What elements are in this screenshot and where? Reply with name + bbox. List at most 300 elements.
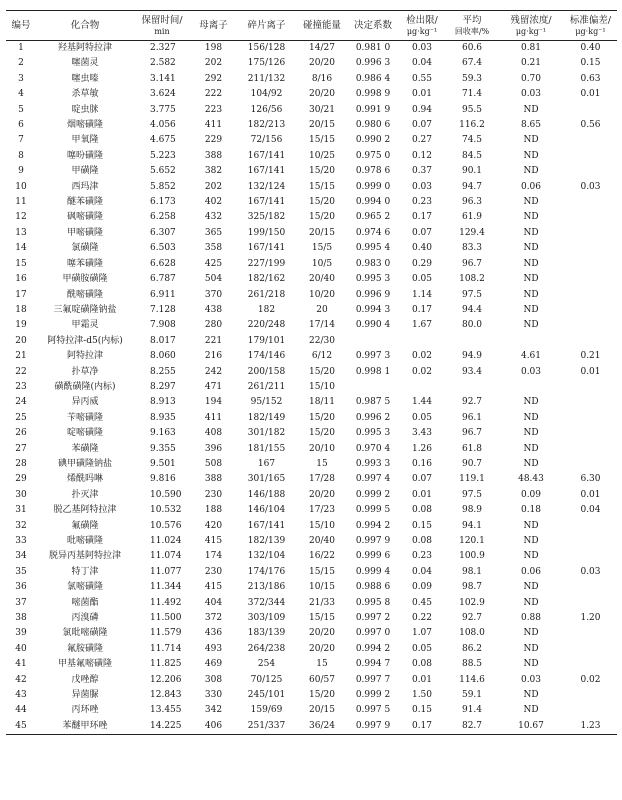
- cell-residue: 8.65: [520, 120, 542, 131]
- cell-compound: 甲磺隆: [71, 166, 99, 177]
- cell-lod: 0.03: [411, 43, 433, 53]
- cell-fragment-ions: 126/56: [250, 104, 283, 115]
- cell-recovery: 129.4: [459, 227, 485, 238]
- cell-precursor-ion: 308: [204, 674, 223, 685]
- table-row: [6, 395, 617, 410]
- col-header-compound: [36, 11, 134, 41]
- cell-fragment-ions: 181/155: [247, 443, 286, 454]
- cell-number: 17: [15, 289, 27, 300]
- cell-precursor-ion: 471: [204, 381, 223, 392]
- cell-lod: 0.45: [411, 597, 433, 608]
- cell-std-dev: [564, 642, 617, 657]
- cell-r-squared: 0.997 9: [348, 719, 398, 735]
- cell-number: 42: [15, 674, 27, 685]
- cell-number: 32: [15, 520, 27, 531]
- cell-fragment-ions: 132/124: [247, 181, 286, 192]
- cell-fragment-ions: 182/139: [247, 536, 286, 546]
- cell-recovery: 80.0: [461, 320, 483, 331]
- cell-residue: ND: [523, 536, 539, 546]
- cell-r-squared: 0.994 2: [355, 520, 391, 531]
- cell-collision-energy: 20/15: [309, 705, 335, 716]
- cell-recovery: 93.4: [461, 366, 483, 377]
- cell-residue: 0.70: [520, 73, 542, 84]
- cell-residue: ND: [523, 597, 539, 608]
- cell-collision-energy: 21/33: [309, 597, 335, 608]
- cell-number: 4: [18, 89, 24, 100]
- cell-lod: 1.67: [411, 320, 433, 331]
- cell-r-squared: 0.974 6: [355, 227, 391, 238]
- cell-lod: 0.08: [411, 659, 433, 670]
- cell-precursor-ion: 174: [204, 551, 223, 562]
- cell-std-dev: [564, 272, 617, 287]
- table-row: [6, 380, 617, 395]
- cell-residue: ND: [523, 551, 539, 562]
- cell-std-dev: [564, 318, 617, 333]
- cell-recovery: 94.9: [461, 351, 483, 362]
- cell-collision-energy: 17/14: [309, 320, 335, 331]
- table-row: [6, 688, 617, 703]
- cell-residue: [498, 380, 564, 395]
- cell-fragment-ions: 303/109: [247, 613, 286, 624]
- cell-collision-energy: 15/15: [309, 613, 335, 624]
- cell-lod: 0.03: [411, 181, 433, 192]
- cell-compound: 烯酰吗啉: [66, 474, 103, 485]
- cell-lod: 1.50: [411, 690, 433, 701]
- cell-residue: ND: [523, 643, 539, 654]
- cell-precursor-ion: 198: [204, 43, 223, 53]
- cell-std-dev: 0.02: [580, 674, 601, 685]
- cell-residue: ND: [523, 428, 539, 439]
- cell-retention-time: 6.173: [150, 197, 176, 208]
- cell-std-dev: [564, 395, 617, 410]
- cell-std-dev: [564, 133, 617, 148]
- cell-lod: 0.07: [411, 227, 433, 238]
- cell-fragment-ions: 72/156: [250, 135, 283, 146]
- cell-precursor-ion: 230: [204, 566, 223, 577]
- cell-r-squared: 0.994 2: [355, 643, 391, 654]
- cell-recovery: 97.5: [461, 289, 483, 300]
- cell-lod: 0.17: [411, 212, 433, 223]
- header-line-1: 平均: [462, 14, 482, 26]
- cell-fragment-ions: 182/213: [247, 120, 286, 131]
- cell-recovery: 82.7: [446, 719, 498, 735]
- cell-lod: 0.04: [411, 58, 433, 69]
- cell-retention-time: 5.852: [150, 181, 176, 192]
- cell-number: 38: [15, 613, 27, 624]
- cell-precursor-ion: 229: [204, 135, 223, 146]
- cell-fragment-ions: 220/248: [247, 320, 286, 331]
- cell-precursor-ion: 202: [204, 58, 223, 69]
- cell-recovery: 98.9: [461, 505, 483, 516]
- cell-compound: 噻菌灵: [71, 58, 99, 69]
- col-header-std-dev: [564, 11, 617, 41]
- cell-fragment-ions: 227/199: [247, 258, 286, 269]
- cell-recovery: 84.5: [461, 150, 483, 161]
- cell-fragment-ions: 211/132: [247, 73, 286, 84]
- cell-fragment-ions: 261/218: [247, 289, 286, 300]
- cell-number: 31: [15, 505, 27, 516]
- cell-lod: 0.15: [411, 520, 433, 531]
- cell-collision-energy: 60/57: [309, 674, 335, 685]
- cell-compound: 甲嘧磺隆: [66, 227, 103, 238]
- cell-r-squared: 0.994 3: [355, 304, 391, 315]
- cell-precursor-ion: 408: [204, 428, 223, 439]
- cell-recovery: 96.1: [461, 412, 483, 423]
- cell-std-dev: [564, 534, 617, 549]
- cell-collision-energy: 10/15: [309, 582, 335, 593]
- cell-retention-time: 7.908: [150, 320, 176, 331]
- table-row: [6, 442, 617, 457]
- table-header-row: [6, 11, 617, 41]
- cell-number: 34: [15, 551, 27, 562]
- cell-retention-time: 11.344: [150, 582, 182, 593]
- cell-compound: 苯醚甲环唑: [36, 719, 134, 735]
- cell-number: 12: [15, 212, 27, 223]
- cell-recovery: 61.9: [461, 212, 483, 223]
- cell-number: 22: [15, 366, 27, 377]
- cell-fragment-ions: 146/188: [247, 489, 286, 500]
- cell-precursor-ion: 223: [204, 104, 223, 115]
- cell-collision-energy: 15/20: [309, 166, 335, 177]
- cell-std-dev: 0.01: [580, 489, 601, 500]
- cell-recovery: 96.3: [461, 197, 483, 208]
- cell-number: 45: [6, 719, 36, 735]
- cell-precursor-ion: 493: [204, 643, 223, 654]
- table-row: [6, 596, 617, 611]
- cell-compound: 噻苯磺隆: [66, 258, 103, 269]
- cell-compound: 扑草净: [71, 366, 99, 377]
- cell-retention-time: 6.911: [150, 289, 176, 300]
- cell-collision-energy: 17/28: [309, 474, 335, 485]
- header-line-1: 编号: [11, 20, 31, 31]
- cell-collision-energy: 20/20: [309, 628, 335, 639]
- cell-std-dev: 0.63: [580, 73, 601, 84]
- cell-precursor-ion: 402: [204, 197, 223, 208]
- table-row: [6, 626, 617, 641]
- cell-retention-time: 11.825: [150, 659, 182, 670]
- cell-collision-energy: 20/10: [309, 443, 335, 454]
- cell-residue: ND: [523, 150, 539, 161]
- cell-number: 19: [15, 320, 27, 331]
- cell-retention-time: 5.223: [150, 150, 176, 161]
- col-header-retention-time: [134, 11, 190, 41]
- table-row: [6, 519, 617, 534]
- cell-number: 21: [15, 351, 27, 362]
- cell-retention-time: 5.652: [150, 166, 176, 177]
- cell-lod: 0.15: [411, 705, 433, 716]
- cell-compound: 烟嘧磺隆: [66, 120, 103, 131]
- cell-recovery: 74.5: [461, 135, 483, 146]
- cell-compound: 醚苯磺隆: [66, 197, 103, 208]
- cell-retention-time: 9.355: [150, 443, 176, 454]
- cell-lod: 0.29: [411, 258, 433, 269]
- table-row: [6, 611, 617, 626]
- cell-residue: ND: [523, 582, 539, 593]
- cell-number: 20: [15, 335, 27, 346]
- cell-fragment-ions: 70/125: [250, 674, 283, 685]
- cell-fragment-ions: 301/182: [247, 428, 286, 439]
- cell-lod: 0.09: [411, 582, 433, 593]
- cell-precursor-ion: 508: [204, 458, 223, 469]
- cell-r-squared: 0.995 3: [355, 428, 391, 439]
- cell-recovery: 120.1: [459, 536, 485, 546]
- cell-compound: 西玛津: [71, 181, 99, 192]
- cell-recovery: 96.7: [461, 428, 483, 439]
- cell-compound: 异菌脲: [71, 690, 99, 701]
- cell-collision-energy: 15/15: [309, 566, 335, 577]
- cell-compound: 吡嘧磺隆: [66, 536, 103, 546]
- cell-precursor-ion: 202: [204, 181, 223, 192]
- cell-compound: 嘧菌酯: [71, 597, 99, 608]
- cell-fragment-ions: 254: [257, 659, 276, 670]
- cell-precursor-ion: 411: [204, 120, 223, 131]
- cell-std-dev: [564, 303, 617, 318]
- cell-std-dev: [564, 442, 617, 457]
- cell-lod: 1.44: [411, 397, 433, 408]
- cell-fragment-ions: 156/128: [247, 43, 286, 53]
- cell-compound: 脱乙基阿特拉津: [53, 505, 117, 516]
- cell-recovery: 97.5: [461, 489, 483, 500]
- cell-number: 14: [15, 243, 27, 254]
- cell-std-dev: 0.04: [580, 505, 601, 516]
- cell-recovery: 94.7: [461, 181, 483, 192]
- cell-recovery: 102.9: [459, 597, 485, 608]
- cell-collision-energy: 15/5: [311, 243, 333, 254]
- cell-recovery: 100.9: [459, 551, 485, 562]
- cell-recovery: [446, 380, 498, 395]
- table-row: [6, 41, 617, 57]
- table-row: [6, 365, 617, 380]
- header-line-1: 残留浓度/: [510, 14, 552, 26]
- cell-precursor-ion: 292: [204, 73, 223, 84]
- cell-lod: [398, 380, 446, 395]
- table-row: [6, 72, 617, 87]
- cell-r-squared: 0.998 1: [355, 366, 391, 377]
- cell-fragment-ions: 132/104: [247, 551, 286, 562]
- cell-collision-energy: 6/12: [311, 351, 333, 362]
- table-row: [6, 642, 617, 657]
- cell-precursor-ion: 372: [204, 613, 223, 624]
- cell-lod: 0.12: [411, 150, 433, 161]
- cell-r-squared: [348, 334, 398, 349]
- cell-compound: 酰嘧磺隆: [66, 289, 103, 300]
- table-row: [6, 426, 617, 441]
- cell-std-dev: [564, 226, 617, 241]
- cell-r-squared: 0.991 9: [355, 104, 391, 115]
- header-line-1: 母离子: [199, 20, 228, 31]
- cell-r-squared: 0.999 5: [355, 505, 391, 516]
- table-row: [6, 195, 617, 210]
- cell-fragment-ions: 167/141: [247, 150, 286, 161]
- cell-precursor-ion: 415: [204, 536, 223, 546]
- cell-residue: ND: [523, 320, 539, 331]
- cell-residue: ND: [523, 135, 539, 146]
- cell-lod: 0.05: [411, 274, 433, 285]
- cell-retention-time: 11.074: [150, 551, 182, 562]
- cell-std-dev: [564, 688, 617, 703]
- cell-std-dev: 0.01: [580, 366, 601, 377]
- cell-r-squared: 0.995 8: [355, 597, 391, 608]
- cell-std-dev: [564, 426, 617, 441]
- cell-r-squared: 0.996 3: [355, 58, 391, 69]
- cell-collision-energy: 8/16: [311, 73, 333, 84]
- cell-std-dev: [564, 380, 617, 395]
- cell-residue: 0.21: [520, 58, 542, 69]
- cell-precursor-ion: 436: [204, 628, 223, 639]
- cell-precursor-ion: 404: [204, 597, 223, 608]
- table-row: [6, 411, 617, 426]
- cell-precursor-ion: 388: [204, 150, 223, 161]
- cell-collision-energy: 15/15: [309, 135, 335, 146]
- cell-std-dev: [564, 549, 617, 564]
- cell-compound: 阿特拉津: [66, 351, 103, 362]
- cell-residue: ND: [523, 705, 539, 716]
- cell-fragment-ions: 183/139: [247, 628, 286, 639]
- cell-compound: 羟基阿特拉津: [57, 43, 112, 53]
- cell-r-squared: [348, 380, 398, 395]
- header-line-1: 检出限/: [406, 14, 438, 26]
- cell-r-squared: 0.999 4: [355, 566, 391, 577]
- cell-retention-time: 9.501: [150, 458, 176, 469]
- cell-collision-energy: 20/15: [309, 120, 335, 131]
- cell-std-dev: [564, 580, 617, 595]
- cell-fragment-ions: 167/141: [247, 197, 286, 208]
- col-header-number: [6, 11, 36, 41]
- cell-recovery: 98.1: [461, 566, 483, 577]
- cell-retention-time: 12.843: [150, 690, 182, 701]
- cell-collision-energy: 15/20: [309, 212, 335, 223]
- cell-std-dev: 0.21: [580, 351, 601, 362]
- cell-residue: 0.18: [520, 505, 542, 516]
- cell-compound: 甲磺胺磺隆: [62, 274, 108, 285]
- cell-collision-energy: 20/15: [309, 227, 335, 238]
- table-row: [6, 349, 617, 364]
- cell-std-dev: [564, 195, 617, 210]
- cell-retention-time: 6.787: [150, 274, 176, 285]
- cell-retention-time: 10.576: [150, 520, 182, 531]
- cell-retention-time: 9.816: [150, 474, 176, 485]
- table-row: [6, 318, 617, 333]
- cell-fragment-ions: 146/104: [247, 505, 286, 516]
- cell-recovery: 96.7: [461, 258, 483, 269]
- cell-r-squared: 0.987 5: [355, 397, 391, 408]
- cell-residue: 0.03: [520, 674, 542, 685]
- header-line-1: 标准偏差/: [569, 14, 612, 26]
- table-body: [6, 41, 617, 735]
- cell-collision-energy: 15/20: [309, 428, 335, 439]
- cell-compound: 氟磺隆: [71, 520, 99, 531]
- cell-retention-time: 8.017: [150, 335, 176, 346]
- cell-retention-time: 11.714: [150, 643, 182, 654]
- cell-std-dev: [564, 519, 617, 534]
- cell-lod: 1.26: [411, 443, 433, 454]
- cell-lod: 1.07: [411, 628, 433, 639]
- cell-residue: ND: [523, 659, 539, 670]
- cell-std-dev: [564, 457, 617, 472]
- cell-std-dev: 0.15: [580, 58, 601, 69]
- cell-number: 33: [15, 536, 27, 546]
- cell-number: 18: [15, 304, 27, 315]
- table-row: [6, 472, 617, 487]
- cell-number: 44: [15, 705, 27, 716]
- cell-compound: 啶嘧磺隆: [66, 428, 103, 439]
- cell-retention-time: 8.255: [150, 366, 176, 377]
- cell-precursor-ion: 365: [204, 227, 223, 238]
- cell-compound: 磺酰磺隆(内标): [54, 381, 116, 392]
- cell-r-squared: 0.999 6: [355, 551, 391, 562]
- cell-std-dev: 0.56: [580, 120, 601, 131]
- cell-compound: 氟胺磺隆: [66, 643, 103, 654]
- cell-lod: 0.27: [411, 135, 433, 146]
- header-line-1: 碰撞能量: [302, 20, 341, 31]
- cell-r-squared: 0.990 4: [355, 320, 391, 331]
- cell-number: 25: [15, 412, 27, 423]
- cell-collision-energy: 10/20: [309, 289, 335, 300]
- table-row: [6, 149, 617, 164]
- cell-collision-energy: 20/40: [309, 274, 335, 285]
- cell-residue: ND: [523, 212, 539, 223]
- cell-number: 13: [15, 227, 27, 238]
- cell-retention-time: 9.163: [150, 428, 176, 439]
- cell-residue: 0.03: [520, 89, 542, 100]
- cell-number: 29: [15, 474, 27, 485]
- cell-collision-energy: 18/11: [309, 397, 335, 408]
- cell-r-squared: 0.975 0: [355, 150, 391, 161]
- cell-lod: 3.43: [411, 428, 433, 439]
- cell-recovery: 86.2: [461, 643, 483, 654]
- cell-collision-energy: 15: [316, 659, 328, 670]
- cell-recovery: 90.1: [461, 166, 483, 177]
- col-header-lod: [398, 11, 446, 41]
- cell-lod: 1.14: [411, 289, 433, 300]
- cell-number: 35: [15, 566, 27, 577]
- cell-number: 9: [18, 166, 24, 177]
- cell-lod: 0.23: [411, 551, 433, 562]
- table-row: [6, 164, 617, 179]
- cell-residue: ND: [523, 227, 539, 238]
- cell-compound: 扑灭津: [71, 489, 99, 500]
- table-row: [6, 719, 617, 735]
- cell-number: 5: [18, 104, 24, 115]
- cell-collision-energy: 16/22: [309, 551, 335, 562]
- cell-collision-energy: 20: [316, 304, 328, 315]
- cell-recovery: [446, 334, 498, 349]
- cell-compound: 氯磺隆: [71, 243, 99, 254]
- cell-fragment-ions: 182/149: [247, 412, 286, 423]
- cell-recovery: 61.8: [461, 443, 483, 454]
- cell-std-dev: [564, 411, 617, 426]
- cell-compound: 异丙威: [71, 397, 99, 408]
- cell-retention-time: 11.579: [150, 628, 182, 639]
- cell-lod: 0.17: [398, 719, 446, 735]
- cell-collision-energy: 30/21: [309, 104, 335, 115]
- cell-std-dev: [564, 241, 617, 256]
- cell-compound: 苄嘧磺隆: [66, 412, 103, 423]
- cell-precursor-ion: 230: [204, 489, 223, 500]
- cell-compound: 苯磺隆: [71, 443, 99, 454]
- cell-residue: [498, 334, 564, 349]
- cell-recovery: 94.4: [461, 304, 483, 315]
- cell-r-squared: 0.997 7: [355, 674, 391, 685]
- cell-retention-time: 4.056: [150, 120, 176, 131]
- cell-retention-time: 7.128: [150, 304, 176, 315]
- cell-fragment-ions: 261/211: [247, 381, 286, 392]
- cell-retention-time: 11.500: [150, 613, 182, 624]
- cell-r-squared: 0.993 3: [355, 458, 391, 469]
- cell-std-dev: 1.23: [564, 719, 617, 735]
- cell-recovery: 88.5: [461, 659, 483, 670]
- cell-recovery: 59.3: [461, 73, 483, 84]
